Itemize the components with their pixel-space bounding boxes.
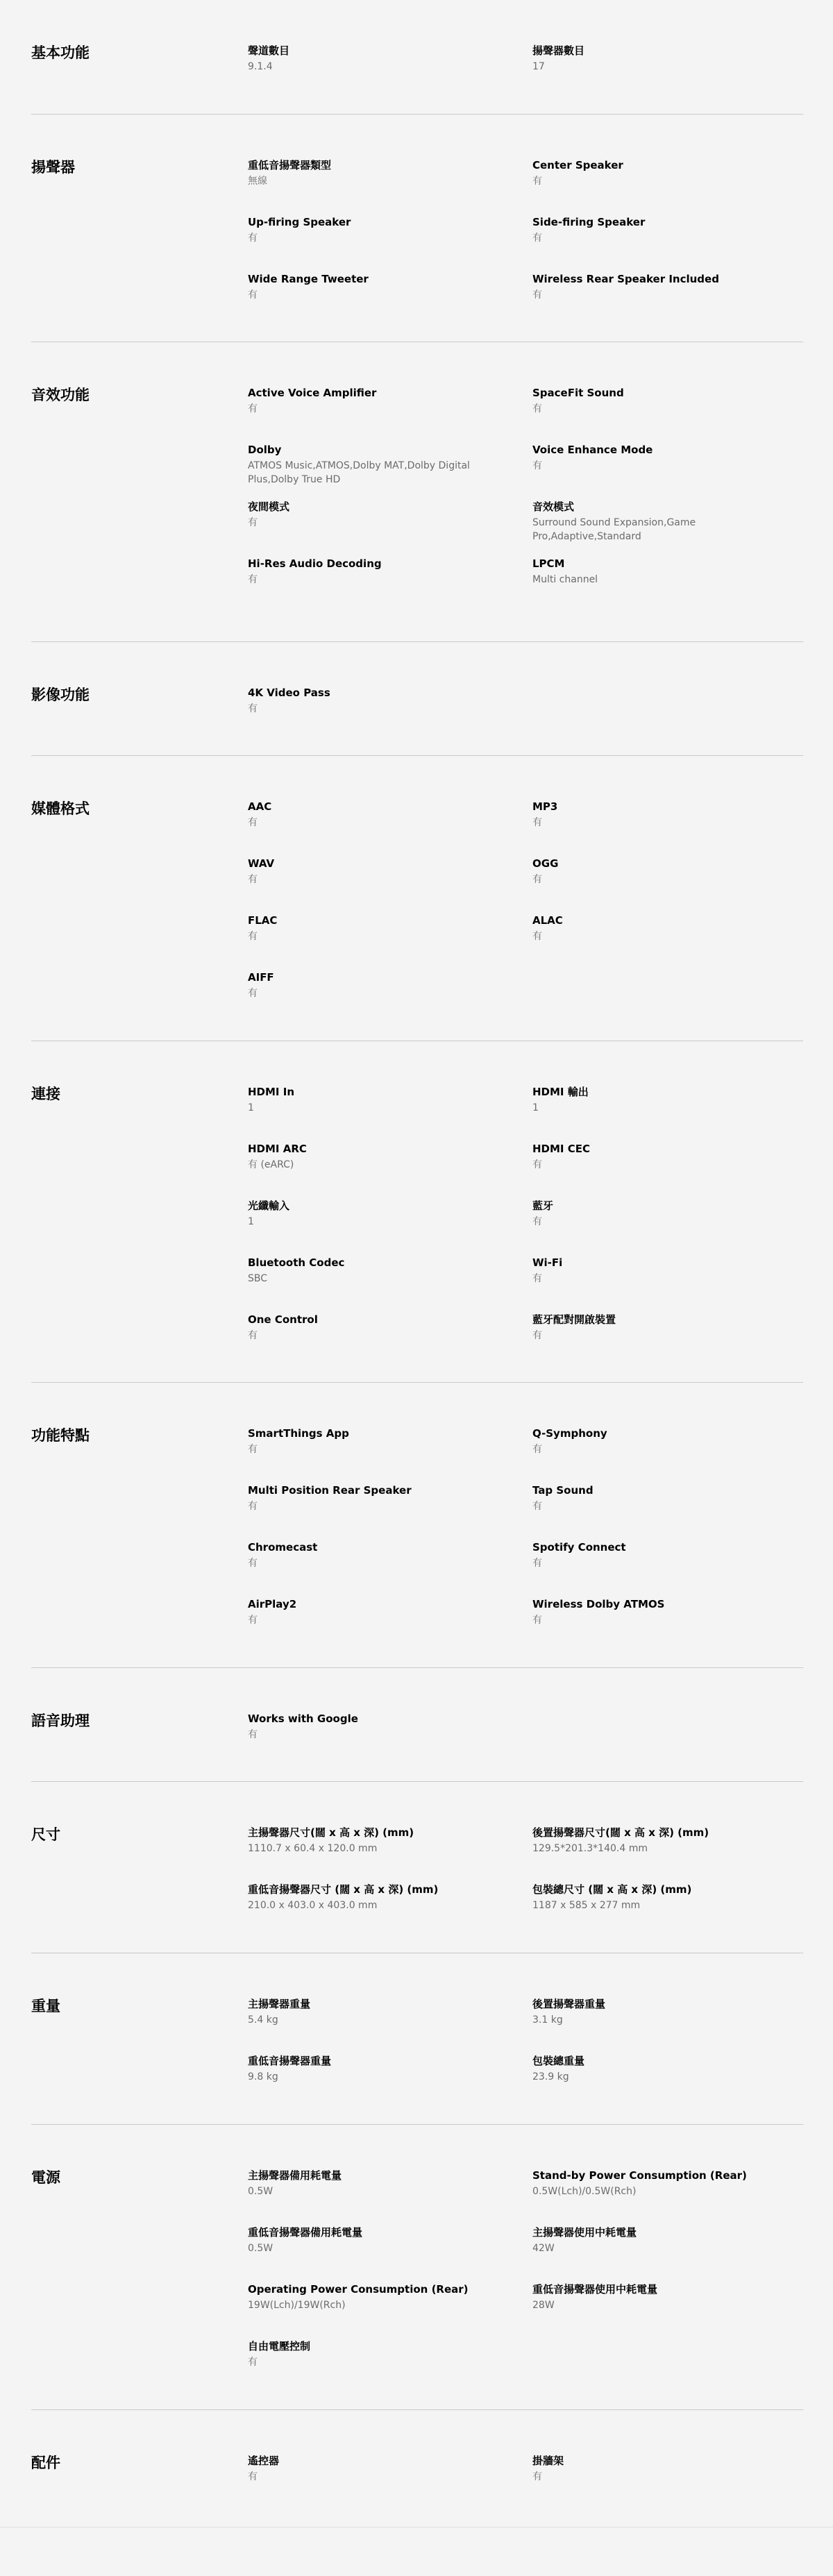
- spec-item: [532, 1540, 803, 1597]
- spec-value: 1: [248, 1216, 254, 1227]
- spec-value: 有: [248, 1444, 258, 1455]
- section-title: 音效功能: [31, 387, 90, 403]
- spec-label: 藍牙配對開啟裝置: [532, 1313, 616, 1326]
- spec-item: [248, 1198, 532, 1255]
- spec-label: 掛牆架: [532, 2455, 564, 2467]
- spec-item: [532, 856, 803, 913]
- spec-value: 1: [248, 1102, 254, 1113]
- spec-value: Multi channel: [532, 574, 598, 585]
- spec-label: Up-firing Speaker: [248, 216, 351, 228]
- spec-value: Surround Sound Expansion,Game Pro,Adaptive,Standard: [532, 517, 696, 542]
- spec-item: [532, 442, 803, 499]
- spec-label: HDMI 輸出: [532, 1086, 589, 1098]
- spec-value: 有: [248, 1729, 258, 1740]
- spec-item: [532, 1198, 803, 1255]
- spec-label: Q-Symphony: [532, 1427, 607, 1440]
- spec-label: Bluetooth Codec: [248, 1256, 345, 1269]
- spec-value: 有: [532, 176, 542, 187]
- spec-item: [248, 1711, 532, 1768]
- spec-item: [532, 1084, 803, 1141]
- spec-value: 有: [248, 1558, 258, 1569]
- spec-item: [532, 1312, 803, 1369]
- spec-label: 重低音揚聲器類型: [248, 159, 332, 171]
- spec-label: HDMI ARC: [248, 1143, 307, 1155]
- spec-value: 1110.7 x 60.4 x 120.0 mm: [248, 1843, 378, 1854]
- spec-item: [248, 685, 532, 742]
- spec-value: 129.5*201.3*140.4 mm: [532, 1843, 648, 1854]
- spec-label: 遙控器: [248, 2455, 280, 2467]
- spec-label: 包裝總重量: [532, 2055, 585, 2067]
- spec-item: [248, 2282, 532, 2339]
- spec-label: OGG: [532, 857, 559, 870]
- spec-value: 0.5W(Lch)/0.5W(Rch): [532, 2186, 637, 2197]
- spec-grid: [248, 2453, 803, 2524]
- spec-value: 有: [532, 403, 542, 414]
- spec-label: 主揚聲器重量: [248, 1998, 311, 2010]
- section-title: 重量: [31, 1998, 60, 2014]
- spec-label: Center Speaker: [532, 159, 623, 171]
- spec-value: 19W(Lch)/19W(Rch): [248, 2300, 346, 2311]
- spec-item: [532, 1597, 803, 1653]
- spec-value: 有: [532, 2471, 542, 2482]
- spec-item: [532, 1255, 803, 1312]
- spec-value: 有: [248, 2471, 258, 2482]
- spec-section: [31, 2125, 803, 2410]
- spec-label: Stand-by Power Consumption (Rear): [532, 2169, 747, 2182]
- spec-value: 23.9 kg: [532, 2071, 569, 2082]
- spec-item: [248, 1141, 532, 1198]
- spec-value: 有: [248, 233, 258, 244]
- spec-value: 17: [532, 61, 545, 72]
- spec-list: [31, 0, 803, 2524]
- spec-item: [248, 499, 532, 556]
- spec-section: [31, 115, 803, 342]
- spec-value: 有: [248, 2357, 258, 2368]
- spec-item: [532, 43, 803, 100]
- spec-value: 有: [532, 1501, 542, 1512]
- section-title: 連接: [31, 1086, 60, 1102]
- spec-section: [31, 1383, 803, 1668]
- spec-value: 有: [248, 517, 258, 528]
- spec-label: 揚聲器數目: [532, 44, 585, 57]
- spec-grid: [248, 1426, 803, 1667]
- spec-label: 後置揚聲器尺寸(闊 x 高 x 深) (mm): [532, 1826, 709, 1839]
- spec-item: [248, 214, 532, 271]
- spec-item: [532, 385, 803, 442]
- spec-label: Hi-Res Audio Decoding: [248, 557, 382, 570]
- spec-item: [248, 1084, 532, 1141]
- spec-label: Active Voice Amplifier: [248, 387, 377, 399]
- spec-item: [248, 1483, 532, 1540]
- spec-value: 1187 x 585 x 277 mm: [532, 1900, 641, 1911]
- spec-label: 重低音揚聲器使用中耗電量: [532, 2283, 658, 2296]
- spec-label: 夜間模式: [248, 500, 290, 513]
- spec-item: [532, 2225, 803, 2282]
- spec-label: Tap Sound: [532, 1484, 594, 1497]
- section-title: 配件: [31, 2455, 60, 2471]
- spec-label: Wi-Fi: [532, 1256, 563, 1269]
- spec-item: [248, 158, 532, 214]
- spec-section: [31, 1782, 803, 1953]
- spec-item: [248, 2168, 532, 2225]
- spec-value: 有: [248, 1615, 258, 1626]
- spec-label: Wireless Dolby ATMOS: [532, 1598, 665, 1610]
- spec-item: [532, 158, 803, 214]
- spec-label: FLAC: [248, 914, 278, 927]
- spec-item: [248, 2225, 532, 2282]
- spec-section: [31, 1668, 803, 1782]
- spec-value: 210.0 x 403.0 x 403.0 mm: [248, 1900, 378, 1911]
- spec-item: [532, 2053, 803, 2110]
- spec-label: LPCM: [532, 557, 565, 570]
- spec-item: [248, 1255, 532, 1312]
- spec-item: [248, 271, 532, 328]
- spec-value: 有: [532, 1558, 542, 1569]
- spec-value: 3.1 kg: [532, 2014, 563, 2026]
- spec-value: ATMOS Music,ATMOS,Dolby MAT,Dolby Digital Plus,Dolby True HD: [248, 460, 470, 485]
- spec-value: 有: [532, 289, 542, 301]
- spec-label: 包裝總尺寸 (闊 x 高 x 深) (mm): [532, 1883, 692, 1896]
- spec-section: [31, 2410, 803, 2524]
- spec-value: 1: [532, 1102, 539, 1113]
- spec-label: 主揚聲器使用中耗電量: [532, 2226, 637, 2239]
- spec-item: [248, 1882, 532, 1939]
- spec-label: 光纖輸入: [248, 1199, 290, 1212]
- spec-section: [31, 1041, 803, 1383]
- spec-label: One Control: [248, 1313, 318, 1326]
- spec-item: [248, 913, 532, 970]
- spec-item: [248, 2339, 532, 2396]
- spec-section: [31, 0, 803, 115]
- spec-grid: [248, 685, 803, 755]
- spec-label: AAC: [248, 800, 272, 813]
- spec-value: 有: [532, 1615, 542, 1626]
- spec-value: 0.5W: [248, 2186, 274, 2197]
- section-title: 功能特點: [31, 1427, 90, 1444]
- spec-value: 有: [248, 1501, 258, 1512]
- spec-grid: [248, 1996, 803, 2124]
- spec-item: [248, 1825, 532, 1882]
- spec-item: [532, 214, 803, 271]
- spec-value: 有: [532, 817, 542, 828]
- spec-item: [248, 442, 532, 499]
- spec-label: 4K Video Pass: [248, 687, 330, 699]
- spec-label: AirPlay2: [248, 1598, 297, 1610]
- spec-label: 音效模式: [532, 500, 575, 513]
- spec-grid: [248, 1825, 803, 1953]
- spec-label: 聲道數目: [248, 44, 290, 57]
- section-title: 電源: [31, 2169, 60, 2186]
- spec-label: 主揚聲器尺寸(闊 x 高 x 深) (mm): [248, 1826, 414, 1839]
- spec-item: [532, 2168, 803, 2225]
- spec-label: HDMI In: [248, 1086, 294, 1098]
- spec-value: 有: [248, 817, 258, 828]
- spec-grid: [248, 385, 803, 641]
- spec-grid: [248, 799, 803, 1041]
- spec-item: [532, 1426, 803, 1483]
- spec-value: 有: [532, 1330, 542, 1341]
- spec-item: [248, 2453, 532, 2510]
- spec-grid: [248, 1084, 803, 1382]
- spec-label: 後置揚聲器重量: [532, 1998, 606, 2010]
- section-title: 影像功能: [31, 687, 90, 703]
- spec-item: [248, 2053, 532, 2110]
- spec-label: MP3: [532, 800, 558, 813]
- spec-value: 有 (eARC): [248, 1159, 294, 1170]
- spec-value: 有: [532, 931, 542, 942]
- spec-value: 有: [248, 931, 258, 942]
- spec-label: Voice Enhance Mode: [532, 444, 653, 456]
- spec-value: 有: [532, 1273, 542, 1284]
- spec-item: [532, 2282, 803, 2339]
- spec-label: SpaceFit Sound: [532, 387, 624, 399]
- spec-value: 有: [532, 1444, 542, 1455]
- spec-label: Wide Range Tweeter: [248, 273, 369, 285]
- spec-value: 有: [248, 403, 258, 414]
- spec-section: [31, 1953, 803, 2125]
- spec-item: [248, 970, 532, 1027]
- spec-label: AIFF: [248, 971, 274, 984]
- spec-grid: [248, 1711, 803, 1781]
- spec-item: [248, 799, 532, 856]
- spec-item: [532, 1825, 803, 1882]
- section-title: 語音助理: [31, 1712, 90, 1729]
- spec-item: [532, 1882, 803, 1939]
- spec-label: Wireless Rear Speaker Included: [532, 273, 719, 285]
- spec-label: 自由電壓控制: [248, 2340, 311, 2352]
- spec-section: [31, 756, 803, 1041]
- spec-item: [532, 913, 803, 970]
- spec-item: [248, 1426, 532, 1483]
- spec-value: 有: [248, 874, 258, 885]
- spec-item: [532, 1996, 803, 2053]
- spec-grid: [248, 158, 803, 342]
- spec-value: 有: [532, 1159, 542, 1170]
- spec-label: Works with Google: [248, 1712, 358, 1725]
- section-title: 揚聲器: [31, 159, 75, 176]
- spec-value: 28W: [532, 2300, 555, 2311]
- section-title: 尺寸: [31, 1826, 60, 1843]
- spec-value: 9.8 kg: [248, 2071, 278, 2082]
- spec-item: [248, 556, 532, 613]
- spec-label: Multi Position Rear Speaker: [248, 1484, 412, 1497]
- spec-item: [248, 1996, 532, 2053]
- spec-value: 5.4 kg: [248, 2014, 278, 2026]
- spec-label: 重低音揚聲器備用耗電量: [248, 2226, 363, 2239]
- spec-value: 有: [248, 988, 258, 999]
- spec-value: 有: [248, 289, 258, 301]
- spec-item: [532, 2453, 803, 2510]
- spec-label: 主揚聲器備用耗電量: [248, 2169, 342, 2182]
- spec-label: Side-firing Speaker: [532, 216, 646, 228]
- spec-item: [532, 1141, 803, 1198]
- spec-item: [532, 556, 803, 613]
- spec-value: 有: [532, 1216, 542, 1227]
- spec-label: Operating Power Consumption (Rear): [248, 2283, 469, 2296]
- spec-value: SBC: [248, 1273, 268, 1284]
- spec-value: 有: [248, 703, 258, 714]
- spec-value: 有: [532, 233, 542, 244]
- spec-value: 有: [532, 460, 542, 471]
- spec-label: Chromecast: [248, 1541, 318, 1554]
- spec-section: [31, 342, 803, 642]
- spec-label: HDMI CEC: [532, 1143, 590, 1155]
- spec-item: [248, 385, 532, 442]
- spec-item: [532, 1483, 803, 1540]
- spec-item: [248, 1312, 532, 1369]
- spec-label: Spotify Connect: [532, 1541, 626, 1554]
- spec-label: 藍牙: [532, 1199, 554, 1212]
- section-title: 基本功能: [31, 44, 90, 61]
- spec-item: [248, 1597, 532, 1653]
- spec-value: 42W: [532, 2243, 555, 2254]
- spec-label: 重低音揚聲器尺寸 (闊 x 高 x 深) (mm): [248, 1883, 439, 1896]
- spec-item: [248, 856, 532, 913]
- spec-grid: [248, 43, 803, 114]
- spec-label: SmartThings App: [248, 1427, 349, 1440]
- spec-value: 無線: [248, 176, 267, 187]
- section-title: 媒體格式: [31, 800, 90, 817]
- spec-value: 有: [248, 574, 258, 585]
- spec-value: 有: [532, 874, 542, 885]
- spec-grid: [248, 2168, 803, 2409]
- spec-item: [248, 1540, 532, 1597]
- spec-label: Dolby: [248, 444, 282, 456]
- spec-section: [31, 642, 803, 756]
- spec-value: 9.1.4: [248, 61, 273, 72]
- spec-label: 重低音揚聲器重量: [248, 2055, 332, 2067]
- spec-item: [532, 499, 803, 556]
- spec-label: WAV: [248, 857, 275, 870]
- spec-value: 0.5W: [248, 2243, 274, 2254]
- spec-item: [248, 43, 532, 100]
- spec-item: [532, 799, 803, 856]
- spec-label: ALAC: [532, 914, 563, 927]
- spec-item: [532, 271, 803, 328]
- spec-value: 有: [248, 1330, 258, 1341]
